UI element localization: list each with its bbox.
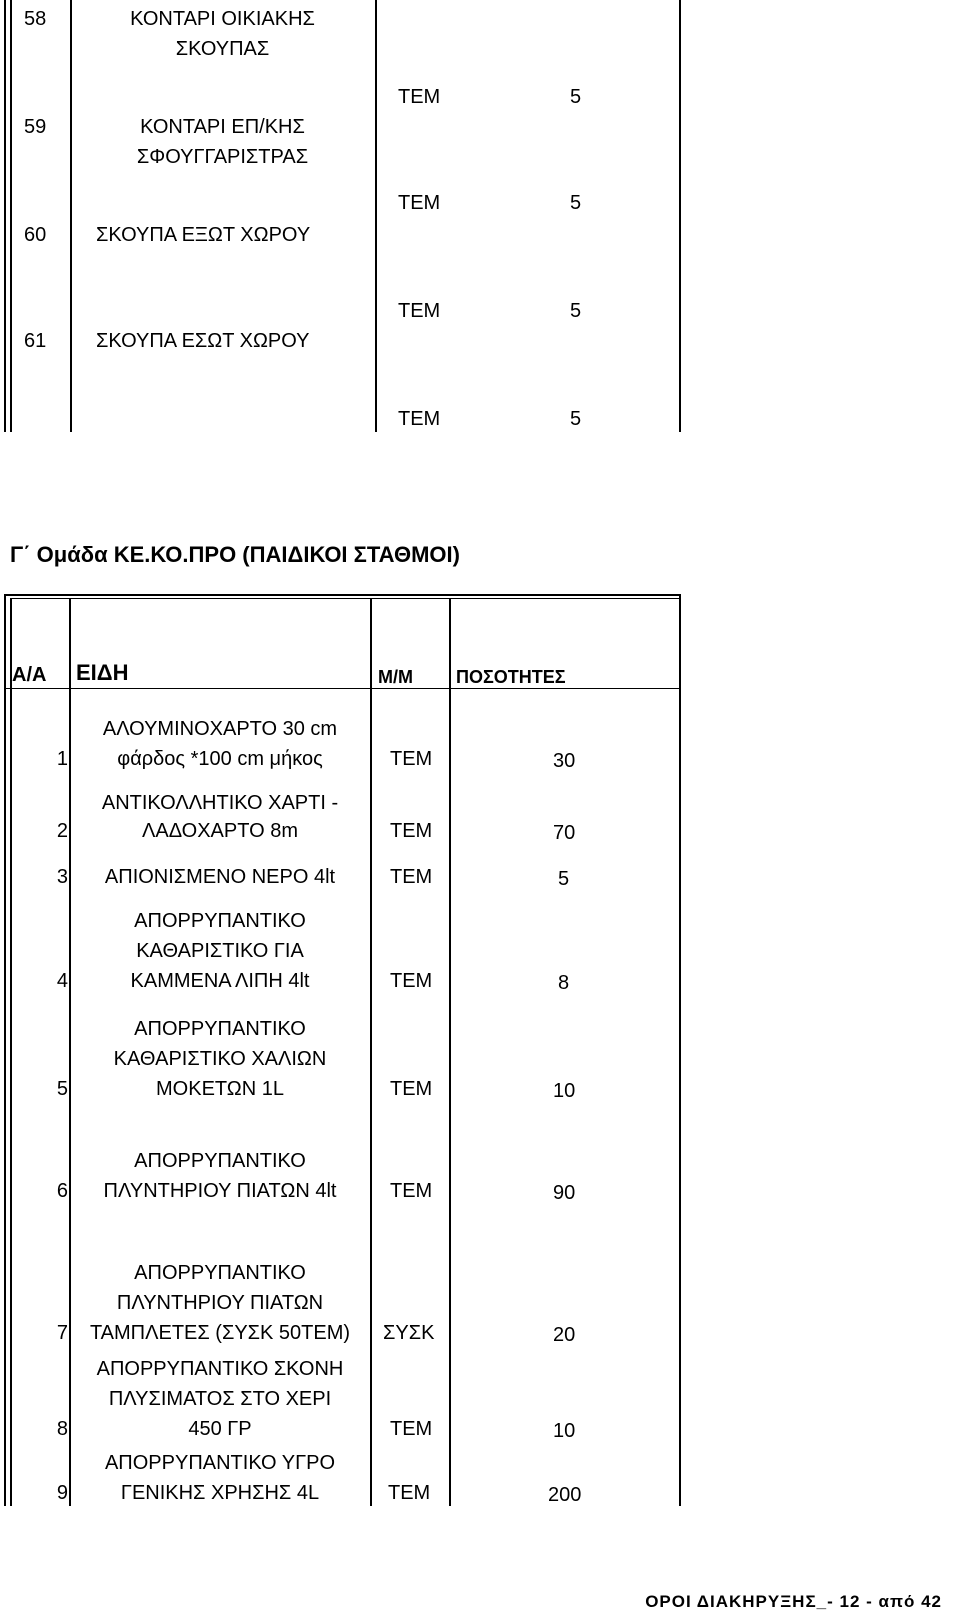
top-row-number: 60 [24,224,47,246]
top-table-border-right [679,0,681,432]
row-number: 3 [56,866,68,888]
row-qty: 8 [558,972,570,994]
row-number: 9 [56,1482,68,1504]
row-item-line: 450 ΓΡ [188,1418,252,1440]
row-item-line: ΑΠΟΡΡΥΠΑΝΤΙΚΟ [134,1262,306,1284]
row-number: 5 [56,1078,68,1100]
row-qty: 70 [553,822,576,844]
row-unit: ΤΕΜ [388,1482,431,1504]
page-footer: ΟΡΟΙ ΔΙΑΚΗΡΥΞΗΣ_- 12 - από 42 [645,1592,942,1611]
row-item-line: φάρδος *100 cm μήκος [117,748,323,770]
main-table-border-right [679,594,681,1506]
top-row-unit: ΤΕΜ [398,300,441,322]
top-row-number: 61 [24,330,47,352]
header-item: ΕΙΔΗ [76,660,129,685]
row-number: 7 [56,1322,68,1344]
main-table-col-divider [449,598,451,1506]
row-item-line: ΑΠΟΡΡΥΠΑΝΤΙΚΟ ΣΚΟΝΗ [96,1358,344,1380]
row-number: 4 [56,970,68,992]
top-row-item-line: ΣΚΟΥΠΑ ΕΞΩΤ ΧΩΡΟΥ [96,224,311,246]
row-unit: ΤΕΜ [390,866,433,888]
top-row-item-line: ΚΟΝΤΑΡΙ ΟΙΚΙΑΚΗΣ [130,8,315,30]
row-item-line: ΑΠΟΡΡΥΠΑΝΤΙΚΟ [134,1018,306,1040]
row-item-line: ΑΝΤΙΚΟΛΛΗΤΙΚΟ ΧΑΡΤΙ - [101,792,339,814]
header-quantity: ΠΟΣΟΤΗΤΕΣ [456,667,566,687]
row-item-line: ΚΑΜΜΕΝΑ ΛΙΠΗ 4lt [130,970,310,992]
row-item-line: ΠΛΥΝΤΗΡΙΟΥ ΠΙΑΤΩΝ [116,1292,324,1314]
top-row-unit: ΤΕΜ [398,192,441,214]
row-number: 6 [56,1180,68,1202]
row-unit: ΣΥΣΚ [383,1322,435,1344]
row-qty: 5 [558,868,570,890]
row-number: 1 [56,748,68,770]
row-unit: ΤΕΜ [390,1180,433,1202]
header-unit: Μ/Μ [378,667,413,687]
row-item-line: ΚΑΘΑΡΙΣΤΙΚΟ ΓΙΑ [136,940,304,962]
row-qty: 10 [553,1420,576,1442]
row-item-line: ΓΕΝΙΚΗΣ ΧΡΗΣΗΣ 4L [120,1482,320,1504]
row-qty: 30 [553,750,576,772]
top-row-number: 58 [24,8,47,30]
main-table-border-top [4,594,680,596]
main-table-col-divider [370,598,372,1506]
top-row-qty: 5 [570,408,582,430]
main-table-border-left [4,594,6,1506]
top-row-item-line: ΣΚΟΥΠΑ ΕΣΩΤ ΧΩΡΟΥ [96,330,310,352]
top-row-item-line: ΣΚΟΥΠΑΣ [175,38,270,60]
row-unit: ΤΕΜ [390,748,433,770]
row-qty: 90 [553,1182,576,1204]
row-item-line: ΤΑΜΠΛΕΤΕΣ (ΣΥΣΚ 50ΤΕΜ) [89,1322,351,1344]
main-table-border-left-inner [10,598,12,1506]
top-table-col-divider [70,0,72,432]
top-row-qty: 5 [570,86,582,108]
row-item-line: ΛΑΔΟΧΑΡΤΟ 8m [142,820,298,842]
main-table-header-rule [4,688,680,689]
row-item-line: ΑΠΙΟΝΙΣΜΕΝΟ ΝΕΡΟ 4lt [104,866,336,888]
row-number: 8 [56,1418,68,1440]
row-unit: ΤΕΜ [390,1078,433,1100]
row-item-line: ΑΠΟΡΡΥΠΑΝΤΙΚΟ ΥΓΡΟ [104,1452,336,1474]
row-number: 2 [56,820,68,842]
top-row-item-line: ΚΟΝΤΑΡΙ ΕΠ/ΚΗΣ [140,116,305,138]
top-row-qty: 5 [570,300,582,322]
top-row-unit: ΤΕΜ [398,86,441,108]
row-qty: 200 [548,1484,582,1506]
top-row-number: 59 [24,116,47,138]
row-qty: 10 [553,1080,576,1102]
top-row-item-line: ΣΦΟΥΓΓΑΡΙΣΤΡΑΣ [136,146,309,168]
row-item-line: ΠΛΥΣΙΜΑΤΟΣ ΣΤΟ ΧΕΡΙ [108,1388,332,1410]
row-item-line: ΑΛΟΥΜΙΝΟΧΑΡΤΟ 30 cm [102,718,338,740]
row-item-line: ΠΛΥΝΤΗΡΙΟΥ ΠΙΑΤΩΝ 4lt [103,1180,337,1202]
row-qty: 20 [553,1324,576,1346]
main-table-col-divider [69,598,71,1506]
header-number: Α/Α [12,664,47,686]
row-unit: ΤΕΜ [390,820,433,842]
top-table-border-left [4,0,6,432]
row-unit: ΤΕΜ [390,970,433,992]
main-table-border-top-inner [10,598,680,599]
top-table-col-divider [375,0,377,432]
top-row-unit: ΤΕΜ [398,408,441,430]
row-item-line: ΜΟΚΕΤΩΝ 1L [156,1078,284,1100]
row-item-line: ΑΠΟΡΡΥΠΑΝΤΙΚΟ [134,1150,306,1172]
row-item-line: ΚΑΘΑΡΙΣΤΙΚΟ ΧΑΛΙΩΝ [113,1048,327,1070]
row-unit: ΤΕΜ [390,1418,433,1440]
top-row-qty: 5 [570,192,582,214]
top-table-border-left-inner [10,0,12,432]
row-item-line: ΑΠΟΡΡΥΠΑΝΤΙΚΟ [134,910,306,932]
section-title: Γ΄ Ομάδα ΚΕ.ΚΟ.ΠΡΟ (ΠΑΙΔΙΚΟΙ ΣΤΑΘΜΟΙ) [10,542,460,567]
